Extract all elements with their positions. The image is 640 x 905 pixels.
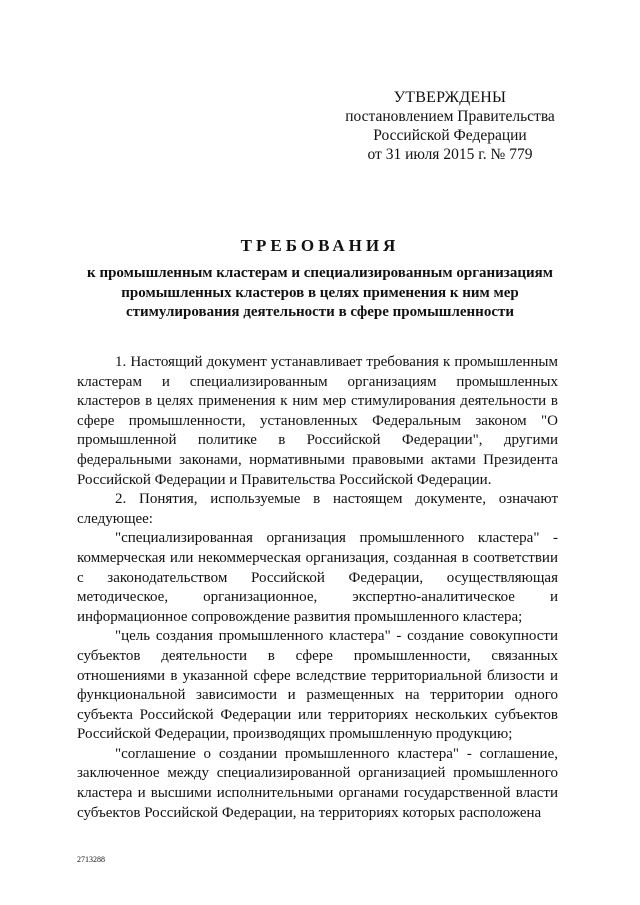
approval-line-2: Российской Федерации xyxy=(373,127,527,144)
document-code: 2713288 xyxy=(77,855,105,864)
document-body xyxy=(77,353,558,823)
paragraph-1: 1. Настоящий документ устанавливает требования к промышленным кластерам и специализированным организациям промышленных кластеров в целях применения к ним мер стимулирования деятельности в сфере промышленности, установленных Федеральным законом "О промышленной политике в Российской Федерации", другими федеральными законами, нормативными правовыми актами Президента Российской Федерации и Правительства Российской Федерации. xyxy=(77,354,558,488)
approval-line-3: от 31 июля 2015 г. № 779 xyxy=(367,146,533,163)
paragraph-2: 2. Понятия, используемые в настоящем документе, означают следующее: xyxy=(77,491,558,527)
definition-specialized-organization: "специализированная организация промышленного кластера" - коммерческая или некоммерческая организация, созданная в соответствии с законодательством Российской Федерации, осуществляющая методическое, организационное, экспертно-аналитическое и информационное сопровождение развития промышленного кластера; xyxy=(77,530,558,625)
document-subtitle: к промышленным кластерам и специализированным организациям промышленных кластеров в целях применения к ним мер стимулирования деятельности в сфере промышленности xyxy=(87,265,553,320)
approval-block xyxy=(340,88,560,164)
document-title: ТРЕБОВАНИЯ xyxy=(240,236,400,255)
definition-cluster-agreement: "соглашение о создании промышленного кластера" - соглашение, заключенное между специализированной организацией промышленного кластера и высшими исполнительными органами государственной власти субъектов Российской Федерации, на территориях которых расположена xyxy=(77,745,558,821)
approval-line-1: постановлением Правительства xyxy=(345,108,555,125)
approval-heading: УТВЕРЖДЕНЫ xyxy=(393,89,507,106)
definition-cluster-goal: "цель создания промышленного кластера" - создание совокупности субъектов деятельности в сфере промышленности, связанных отношениями в указанной сфере вследствие территориальной близости и функциональной зависимости и размещенных на территории одного субъекта Российской Федерации или территориях нескольких субъектов Российской Федерации, производящих промышленную продукцию; xyxy=(77,628,558,743)
